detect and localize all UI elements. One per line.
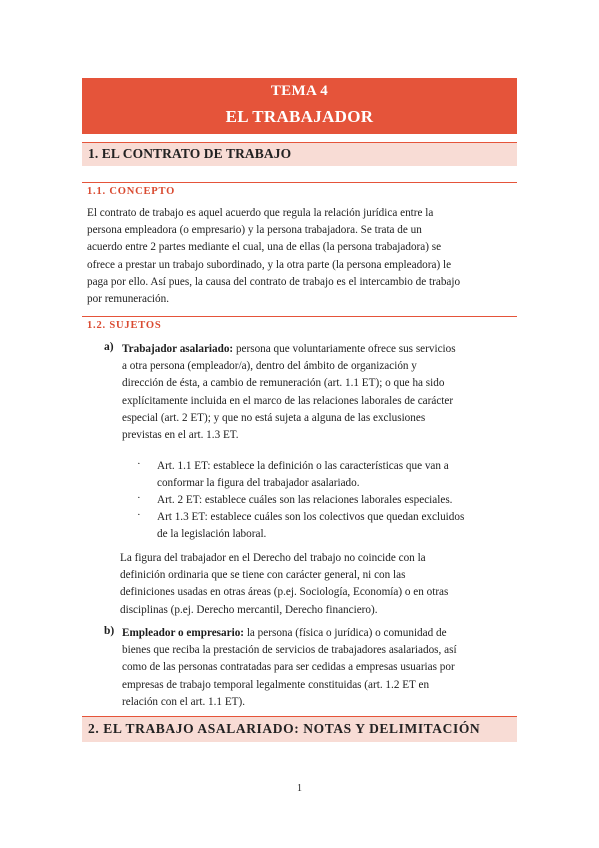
item-b-line: como de las personas contratadas para ser cedidas a empresas usuarias por — [122, 661, 455, 674]
figura-line: disciplinas (p.ej. Derecho mercantil, Derecho financiero). — [120, 603, 378, 616]
item-b-line: empresas de trabajo temporal legalmente constituidas (art. 1.2 ET en — [122, 678, 430, 691]
figura-line: definiciones usadas en otras áreas (p.ej. Sociología, Economía) o en otras — [120, 586, 449, 599]
figura-line: La figura del trabajador en el Derecho del trabajo no coincide con la — [120, 552, 426, 564]
concepto-paragraph — [87, 205, 515, 308]
item-a-line: explícitamente incluida en el marco de las relaciones laborales de carácter — [122, 394, 454, 407]
sujetos-heading: 1.2. SUJETOS — [87, 320, 162, 331]
item-b-marker: b) — [104, 625, 115, 637]
tema-number: TEMA 4 — [270, 83, 329, 99]
concepto-heading: 1.1. CONCEPTO — [87, 186, 176, 197]
bullet-dot: · — [137, 492, 141, 504]
figura-line: definición ordinaria que se tiene con carácter general, ni con las — [120, 569, 406, 582]
item-b-text — [122, 625, 514, 711]
item-a-line: especial (art. 2 ET); y que no está sujeta a alguna de las exclusiones — [122, 411, 426, 424]
bullet-line: Art. 2 ET: establece cuáles son las relaciones laborales especiales. — [157, 494, 453, 506]
bullet-line: Art. 1.1 ET: establece la definición o las características que van a — [157, 460, 449, 472]
item-b-line: relación con el art. 1.1 ET). — [122, 695, 246, 708]
figura-paragraph — [120, 550, 516, 619]
tema-title: EL TRABAJADOR — [225, 107, 374, 126]
bullet-line: de la legislación laboral. — [157, 528, 267, 541]
item-a-marker: a) — [104, 341, 114, 353]
sujetos-rule — [82, 316, 517, 317]
concepto-line: El contrato de trabajo es aquel acuerdo que regula la relación jurídica entre la — [87, 207, 434, 219]
bullet-text — [157, 492, 517, 509]
item-a-first-rest: persona que voluntariamente ofrece sus servicios — [233, 343, 456, 355]
item-b-first-rest: la persona (física o jurídica) o comunidad de — [244, 627, 447, 639]
item-a-term: Trabajador asalariado: — [122, 343, 234, 355]
item-a-line: dirección de ésta, a cambio de remuneración (art. 1.1 ET); o que ha sido — [122, 377, 445, 390]
title-banner — [82, 78, 517, 134]
item-a-line: a otra persona (empleador/a), dentro del ámbito de organización y — [122, 360, 417, 373]
page-number: 1 — [297, 783, 302, 794]
concepto-line: acuerdo entre 2 partes mediante el cual, una de ellas (la persona trabajadora) se — [87, 241, 442, 254]
item-a-line: previstas en el art. 1.3 ET. — [122, 429, 239, 442]
section-1-heading — [82, 142, 517, 166]
item-b-term: Empleador o empresario: — [122, 627, 245, 639]
section-1-heading-text: 1. EL CONTRATO DE TRABAJO — [88, 146, 292, 161]
bullet-dot: · — [137, 458, 141, 470]
concepto-line: paga por ello. Así pues, la causa del contrato de trabajo es el intercambio de trabajo — [87, 275, 461, 288]
concepto-line: ofrece a prestar un trabajo subordinado, y la otra parte (la persona empleadora) le — [87, 258, 452, 271]
bullet-dot: · — [137, 509, 141, 521]
item-a-first-line — [122, 341, 514, 358]
bullet-line: conformar la figura del trabajador asalariado. — [157, 477, 360, 490]
bullet-text — [157, 509, 517, 543]
item-a-text — [122, 341, 514, 444]
concepto-rule — [82, 182, 517, 183]
bullet-line: Art 1.3 ET: establece cuáles son los colectivos que quedan excluidos — [157, 511, 465, 523]
item-b-line: bienes que reciba la prestación de servicios de trabajadores asalariados, así — [122, 644, 457, 657]
bullet-text — [157, 458, 517, 492]
concepto-line: por remuneración. — [87, 293, 170, 306]
section-2-heading-text: 2. EL TRABAJO ASALARIADO: NOTAS Y DELIMITACIÓN — [88, 721, 481, 736]
item-b-first-line — [122, 625, 514, 642]
section-2-heading — [82, 716, 517, 742]
concepto-line: persona empleadora (o empresario) y la persona trabajadora. Se trata de un — [87, 224, 422, 237]
